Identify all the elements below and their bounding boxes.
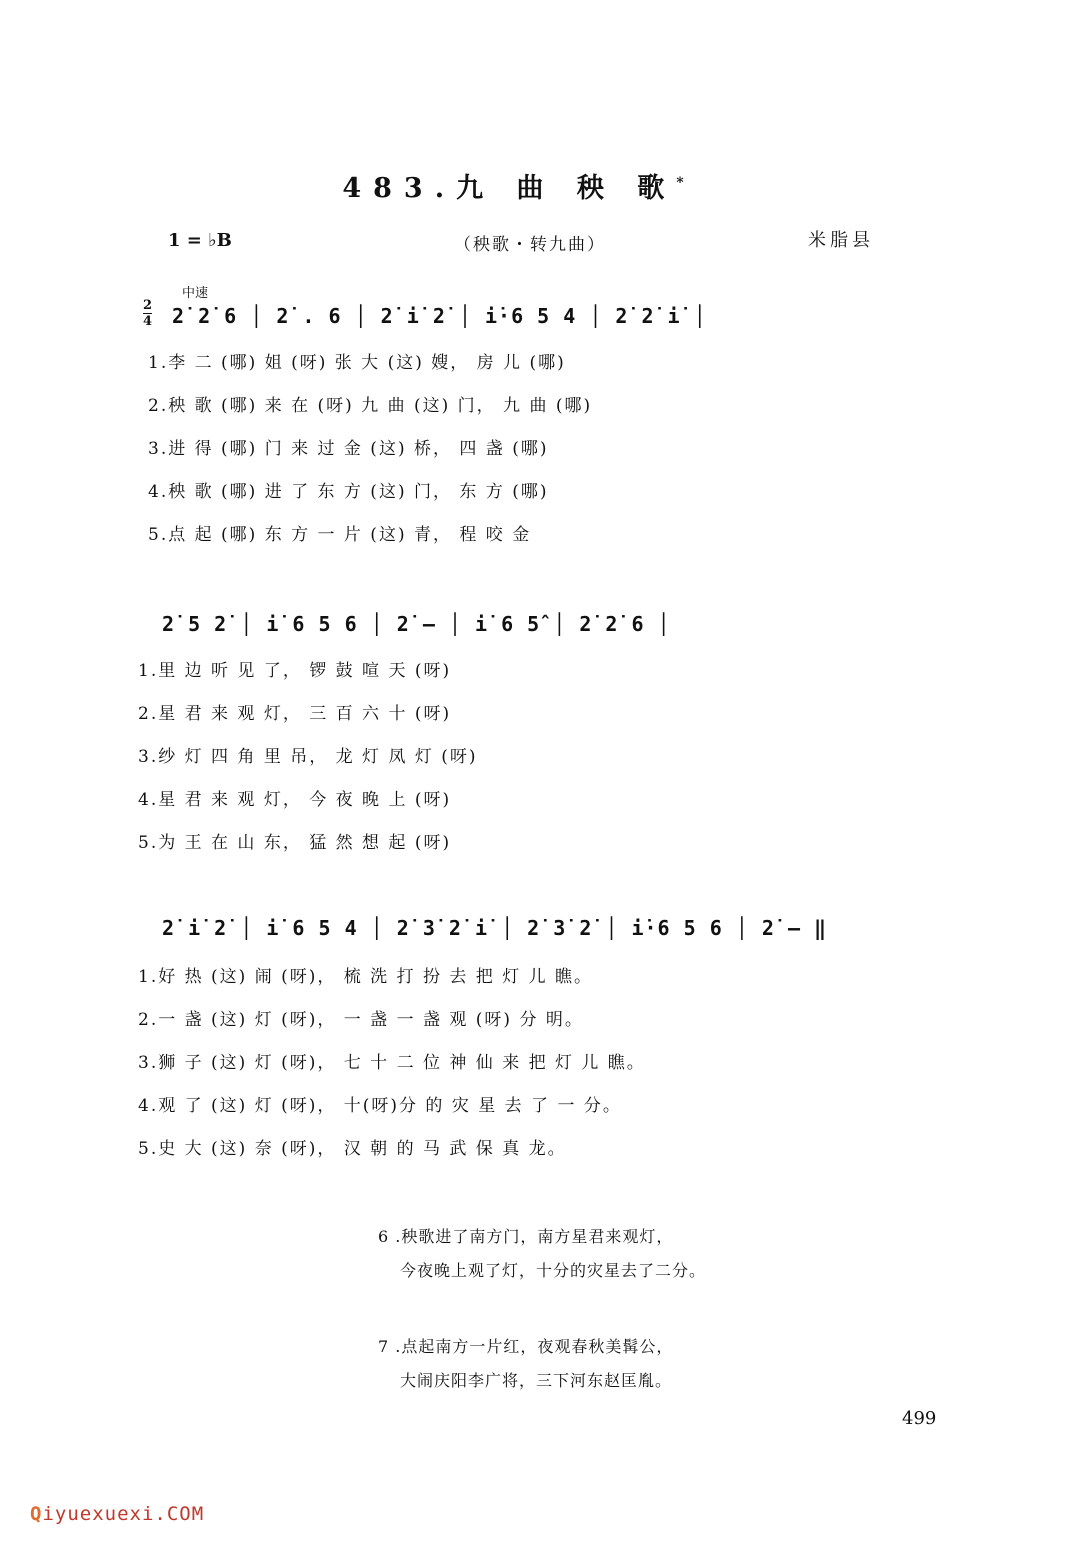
lyric-line: 4.秧 歌 (哪) 进 了 东 方 (这) 门， 东 方 (哪) <box>148 482 549 502</box>
lyric-line: 5.为 王 在 山 东， 猛 然 想 起 (呀) <box>138 833 452 853</box>
lyric-line: 1.好 热 (这) 闹 (呀)， 梳 洗 打 扮 去 把 灯 儿 瞧。 <box>138 967 593 987</box>
time-signature: 2 4 <box>143 298 153 329</box>
song-title: 483.九 曲 秧 歌* <box>342 173 684 204</box>
song-origin: 米脂县 <box>808 230 874 251</box>
song-subtitle: （秧歌・转九曲） <box>454 235 606 255</box>
notation-line-3: 2̇ i̇ 2̇ │ i̇ 6 5 4 │ 2̇ 3̇ 2̇ i̇ │ 2̇ 3̇ 2̇ │ i̇·6 5 6 │ 2̇ – ‖ <box>162 916 828 940</box>
lyric-line: 3.纱 灯 四 角 里 吊， 龙 灯 凤 灯 (呀) <box>138 747 478 767</box>
notation-line-2: 2̇ 5 2̇ │ i̇ 6 5 6 │ 2̇ – │ i̇ 6 5̂ │ 2̇ 2̇ 6 │ <box>162 612 671 636</box>
lyric-line: 3.进 得 (哪) 门 来 过 金 (这) 桥， 四 盏 (哪) <box>148 439 549 459</box>
lyric-line: 1.里 边 听 见 了， 锣 鼓 喧 天 (呀) <box>138 661 452 681</box>
lyric-line: 5.点 起 (哪) 东 方 一 片 (这) 青， 程 咬 金 <box>148 525 532 545</box>
lyric-line: 2.一 盏 (这) 灯 (呀)， 一 盏 一 盏 观 (呀) 分 明。 <box>138 1010 584 1030</box>
verse-7-line-2: 大闹庆阳李广将，三下河东赵匡胤。 <box>400 1371 673 1390</box>
lyric-line: 3.狮 子 (这) 灯 (呀)， 七 十 二 位 神 仙 来 把 灯 儿 瞧。 <box>138 1053 646 1073</box>
verse-6-line-1: 6 .秧歌进了南方门，南方星君来观灯， <box>378 1227 674 1246</box>
lyric-line: 2.秧 歌 (哪) 来 在 (呀) 九 曲 (这) 门， 九 曲 (哪) <box>148 396 593 416</box>
notation-line-1: 2̇ 2̇ 6 │ 2̇ . 6 │ 2̇ i̇ 2̇ │ i̇·6 5 4 │ 2̇ 2̇ i̇ │ <box>172 304 707 328</box>
lyric-line: 1.李 二 (哪) 姐 (呀) 张 大 (这) 嫂， 房 儿 (哪) <box>148 353 566 373</box>
page-number: 499 <box>902 1408 937 1429</box>
watermark-logo-icon: Q <box>30 1503 43 1525</box>
verse-6-line-2: 今夜晚上观了灯，十分的灾星去了二分。 <box>400 1261 707 1280</box>
key-signature: 1 = ♭B <box>168 230 232 251</box>
lyric-line: 4.星 君 来 观 灯， 今 夜 晚 上 (呀) <box>138 790 452 810</box>
tempo-marking: 中速 <box>182 286 209 301</box>
verse-7-line-1: 7 .点起南方一片红，夜观春秋美髯公， <box>378 1337 674 1356</box>
lyric-line: 5.史 大 (这) 奈 (呀)， 汉 朝 的 马 武 保 真 龙。 <box>138 1139 567 1159</box>
lyric-line: 4.观 了 (这) 灯 (呀)， 十(呀)分 的 灾 星 去 了 一 分。 <box>138 1096 622 1116</box>
site-watermark: Qiyuexuexi.COM <box>30 1503 205 1525</box>
lyric-line: 2.星 君 来 观 灯， 三 百 六 十 (呀) <box>138 704 452 724</box>
